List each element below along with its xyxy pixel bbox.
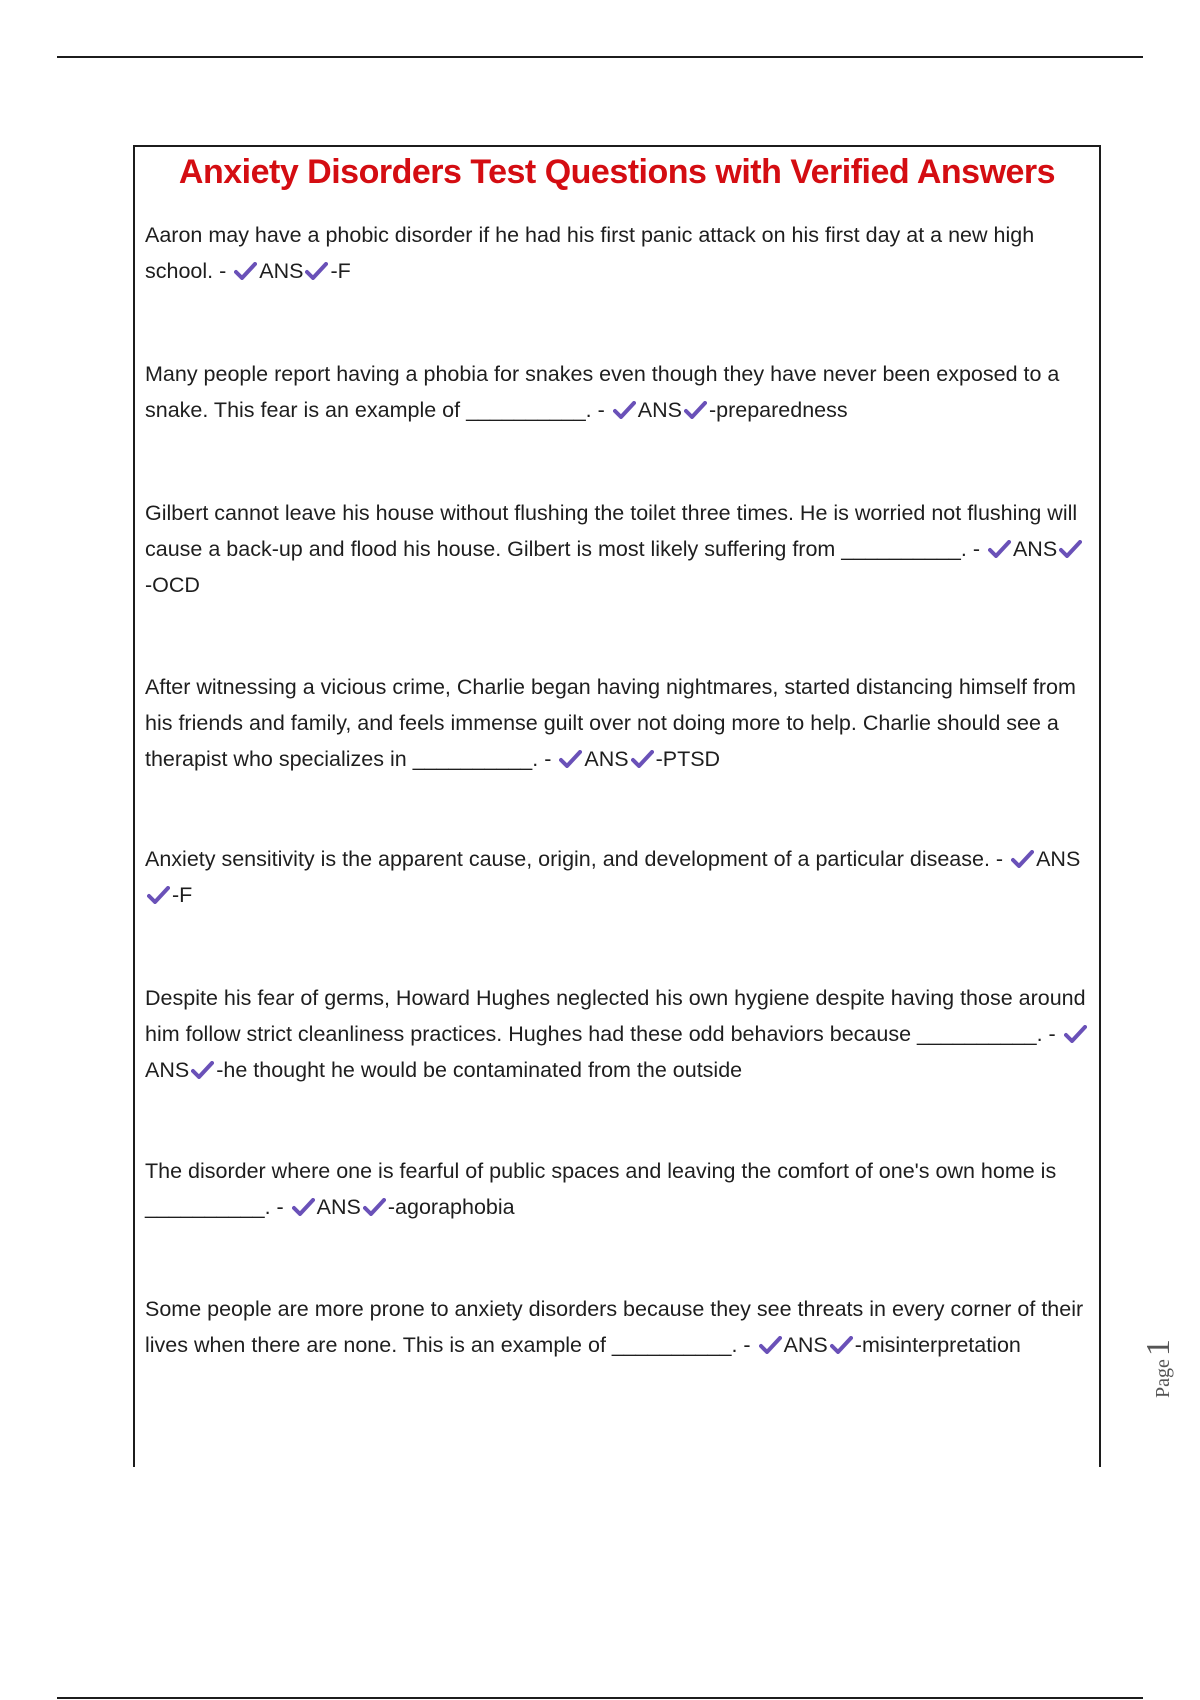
- answer-marker: ANS: [1036, 847, 1081, 871]
- document-title: Anxiety Disorders Test Questions with Verified Answers: [178, 153, 1056, 191]
- answer-text: -he thought he would be contaminated from the outside: [216, 1058, 743, 1082]
- answer-marker: ANS: [584, 747, 629, 771]
- answer-text: -agoraphobia: [387, 1195, 515, 1219]
- question-text: After witnessing a vicious crime, Charlie began having nightmares, started distancing himself from his friends and family, and feels immense guilt over not doing more to help. Charlie should see a therapist who specializes in __________. -: [145, 675, 1076, 771]
- check-icon: [631, 750, 654, 768]
- check-icon: [830, 1336, 853, 1354]
- qa-item: [145, 217, 1090, 289]
- check-icon: [234, 262, 257, 280]
- question-text: Many people report having a phobia for snakes even though they have never been exposed to a snake. This fear is an example of __________. -: [145, 362, 1060, 422]
- answer-marker: ANS: [637, 398, 682, 422]
- check-icon: [191, 1061, 214, 1079]
- qa-item: [145, 1153, 1090, 1225]
- qa-item: [145, 669, 1090, 777]
- question-text: The disorder where one is fearful of public spaces and leaving the comfort of one's own home is __________. -: [145, 1159, 1057, 1219]
- answer-text: -F: [330, 259, 351, 283]
- check-icon: [1064, 1025, 1087, 1043]
- qa-item: [145, 1291, 1090, 1363]
- check-icon: [292, 1198, 315, 1216]
- question-text: Despite his fear of germs, Howard Hughes neglected his own hygiene despite having those around him follow strict cleanliness practices. Hughes had these odd behaviors because __________. -: [145, 986, 1086, 1046]
- answer-text: -F: [172, 883, 193, 907]
- question-text: Anxiety sensitivity is the apparent cause, origin, and development of a particular disease. -: [145, 847, 1004, 871]
- answer-marker: ANS: [783, 1333, 828, 1357]
- qa-item: [145, 495, 1090, 603]
- page-number-value: 1: [1140, 1339, 1177, 1357]
- content-frame: [133, 145, 1101, 1467]
- check-icon: [1011, 850, 1034, 868]
- check-icon: [305, 262, 328, 280]
- footer-rule: [57, 1697, 1143, 1699]
- answer-text: -preparedness: [708, 398, 848, 422]
- check-icon: [613, 401, 636, 419]
- page-label: Page: [1152, 1359, 1174, 1398]
- answer-marker: ANS: [316, 1195, 361, 1219]
- answer-marker: ANS: [1012, 537, 1058, 561]
- page-number: [1140, 1339, 1178, 1398]
- check-icon: [1059, 540, 1082, 558]
- header-rule: [57, 56, 1143, 58]
- qa-item: [145, 980, 1090, 1088]
- answer-marker: ANS: [145, 1058, 190, 1082]
- answer-text: -OCD: [145, 573, 200, 597]
- check-icon: [363, 1198, 386, 1216]
- question-text: Aaron may have a phobic disorder if he had his first panic attack on his first day at a new high school. -: [145, 223, 1035, 283]
- check-icon: [988, 540, 1011, 558]
- question-text: Gilbert cannot leave his house without flushing the toilet three times. He is worried not flushing will cause a back-up and flood his house. Gilbert is most likely suffering from __________. -: [145, 501, 1078, 561]
- answer-marker: ANS: [259, 259, 304, 283]
- answer-text: -misinterpretation: [854, 1333, 1021, 1357]
- check-icon: [559, 750, 582, 768]
- qa-item: [145, 841, 1090, 913]
- qa-item: [145, 356, 1090, 428]
- question-text: Some people are more prone to anxiety disorders because they see threats in every corner of their lives when there are none. This is an example of __________. -: [145, 1297, 1084, 1357]
- check-icon: [759, 1336, 782, 1354]
- answer-text: -PTSD: [655, 747, 721, 771]
- check-icon: [684, 401, 707, 419]
- check-icon: [147, 886, 170, 904]
